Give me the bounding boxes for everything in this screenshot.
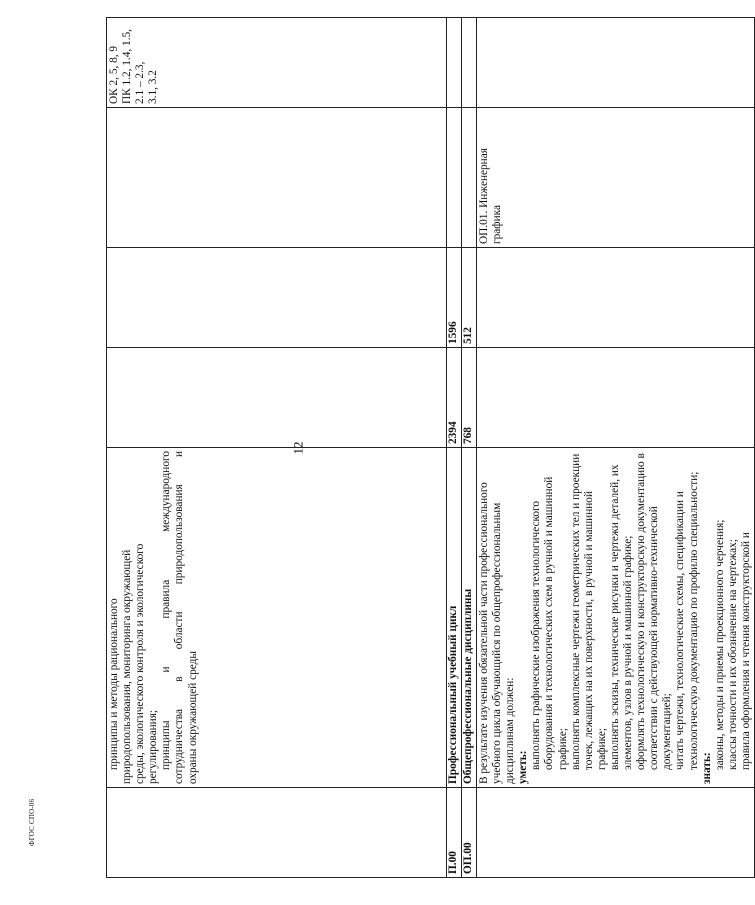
- table-row: [477, 18, 755, 878]
- section-title: Общепрофессиональные дисциплины: [462, 448, 477, 788]
- mandatory-cell: 512: [462, 248, 477, 348]
- discipline-cell: ОП.01. Инженерная графика: [477, 108, 755, 248]
- content-cell: принципы и методы рационального природопользования, мониторинга окружающей среды, экологического контроля и экологического регулирования; принципы и правила международного сотрудничества в области природопользования и охраны окружающей среды: [107, 448, 447, 788]
- table-row: [462, 18, 477, 878]
- curriculum-table: [106, 17, 755, 878]
- max-load-cell: [477, 348, 755, 448]
- index-cell: П.00: [447, 788, 462, 878]
- discipline-cell: [462, 108, 477, 248]
- index-cell: ОП.00: [462, 788, 477, 878]
- max-load-cell: 2394: [447, 348, 462, 448]
- mandatory-cell: [107, 248, 447, 348]
- rotated-table-container: [106, 18, 752, 878]
- index-cell: [477, 788, 755, 878]
- document-footer: ФГОС СПО-06: [28, 798, 36, 846]
- mandatory-cell: [477, 248, 755, 348]
- max-load-cell: 768: [462, 348, 477, 448]
- competencies-cell: ОК 2, 5, 8, 9 ПК 1.2, 1.4, 1.5, 2.1 – 2.3, 3.1, 3.2: [107, 18, 447, 108]
- section-title: Профессиональный учебный цикл: [447, 448, 462, 788]
- index-cell: [107, 788, 447, 878]
- competencies-cell: [447, 18, 462, 108]
- discipline-cell: [107, 108, 447, 248]
- max-load-cell: [107, 348, 447, 448]
- mandatory-cell: 1596: [447, 248, 462, 348]
- discipline-cell: [447, 108, 462, 248]
- page-number: 12: [290, 441, 306, 455]
- content-cell: В результате изучения обязательной части профессионального учебного цикла обучающийся по общепрофессиональным дисциплинам должен: уметь: выполнять графические изображения технологического оборудования и технологических схем в ручной и машинной графике; выполнять комплексные чертежи геометрических тел и проекции точек, лежащих на их поверхности, в ручной и машинной графике; выполнять эскизы, технические рисунки и чертежи деталей, их элементов, узлов в ручной и машинной графике; оформлять технологическую и конструкторскую документацию в соответствии с действующей нормативно-технической документацией; читать чертежи, технологические схемы, спецификации и технологическую документацию по профилю специальности; знать: законы, методы и приемы проекционного черчения; классы точности и их обозначение на чертежах; правила оформления и чтения конструкторской и: [477, 448, 755, 788]
- table-row: [447, 18, 462, 878]
- competencies-cell: [477, 18, 755, 108]
- competencies-cell: [462, 18, 477, 108]
- table-row: [107, 18, 447, 878]
